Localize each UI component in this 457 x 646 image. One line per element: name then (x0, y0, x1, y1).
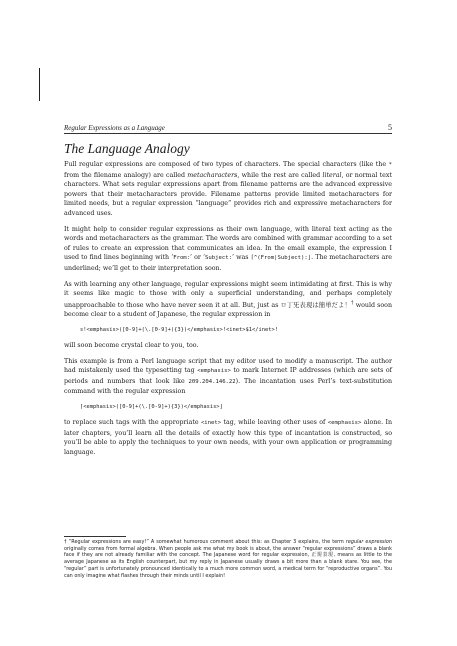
body-text (64, 160, 392, 463)
paragraph-6: to replace such tags with the appropriate <inet> tag, while leaving other uses of <emphasis> alone. In later chapters, you’ll learn all the details of exactly how this type of incantation is constructed, so you’ll be able to apply the techniques to your own needs, with your own application or programming language. (64, 418, 392, 456)
paragraph-1: Full regular expressions are composed of two types of characters. The special characters (like the * from the filename analogy) are called metacharacters, while the rest are called literal, or normal text characters. What sets regular expressions apart from filename patterns are the advanced expressive powers that their metacharacters provide. Filename patterns provide limited metacharacters for limited needs, but a regular expression “language” provides rich and expressive metacharacters for advanced uses. (64, 161, 392, 217)
paragraph-4: will soon become crystal clear to you, too. (64, 342, 199, 349)
regex-example: ⌈^(From|Subject):⌋ (250, 255, 312, 262)
running-head (64, 123, 392, 132)
page-number: 5 (388, 123, 392, 132)
chapter-title: Regular Expressions as a Language (64, 124, 165, 132)
paragraph-3: As with learning any other language, regular expressions might seem intimidating at first. This is why it seems like magic to those with only a superficial understanding, and perhaps completely unapproachable to those who have never seen it at all. But, just as ㅁ丁⺛表現は簡単だよ！† would soon become clear to a student of Japanese, the regular expression in (64, 280, 392, 319)
section-title: The Language Analogy (64, 141, 190, 156)
paragraph-5: This example is from a Perl language script that my editor used to modify a manuscript. The author had mistakenly used the typesetting tag <emphasis> to mark Internet IP addresses (which are sets of periods and numbers that look like 209.204.146.22). The incantation uses Perl’s text-substitution command with the regular expression (64, 357, 392, 396)
code-perl-substitution: s!<emphasis>([0-9]+(\.[0-9]+){3})</emphasis>!<inet>$1</inet>! (80, 327, 278, 333)
footnote: † “Regular expressions are easy!” A somewhat humorous comment about this: as Chapter 3 explains, the term regular expression originally comes from formal algebra. When people ask me what my book is about, the answer “regular expressions” draws a blank face if they are not already familiar with the concept. The Japanese word for regular expression, 正規表現, means as little to the average Japanese as its English counterpart, but my reply in Japanese usually draws a bit more than a blank stare. You see, the “regular” part is unfortunately pronounced identically to a much more common word, a medical term for “reproductive organs”. You can only imagine what flashes through their minds until I explain! (64, 539, 393, 579)
code-regex: ⌈<emphasis>([0-9]+(\.[0-9]+){3})</emphasis>⌋ (80, 403, 223, 410)
margin-change-bar (39, 68, 40, 101)
footnote-rule (64, 536, 126, 537)
paragraph-2: It might help to consider regular expressions as their own language, with literal text acting as the words and metacharacters as the grammar. The words are combined with grammar according to a set of rules to create an expression that communicates an idea. In the email example, the expression I used to find lines beginning with ‘From:’ or ‘Subject:’ was ⌈^(From|Subject):⌋. The metacharacters are underlined; we’ll get to their interpretation soon. (64, 225, 392, 272)
header-rule (64, 133, 392, 134)
